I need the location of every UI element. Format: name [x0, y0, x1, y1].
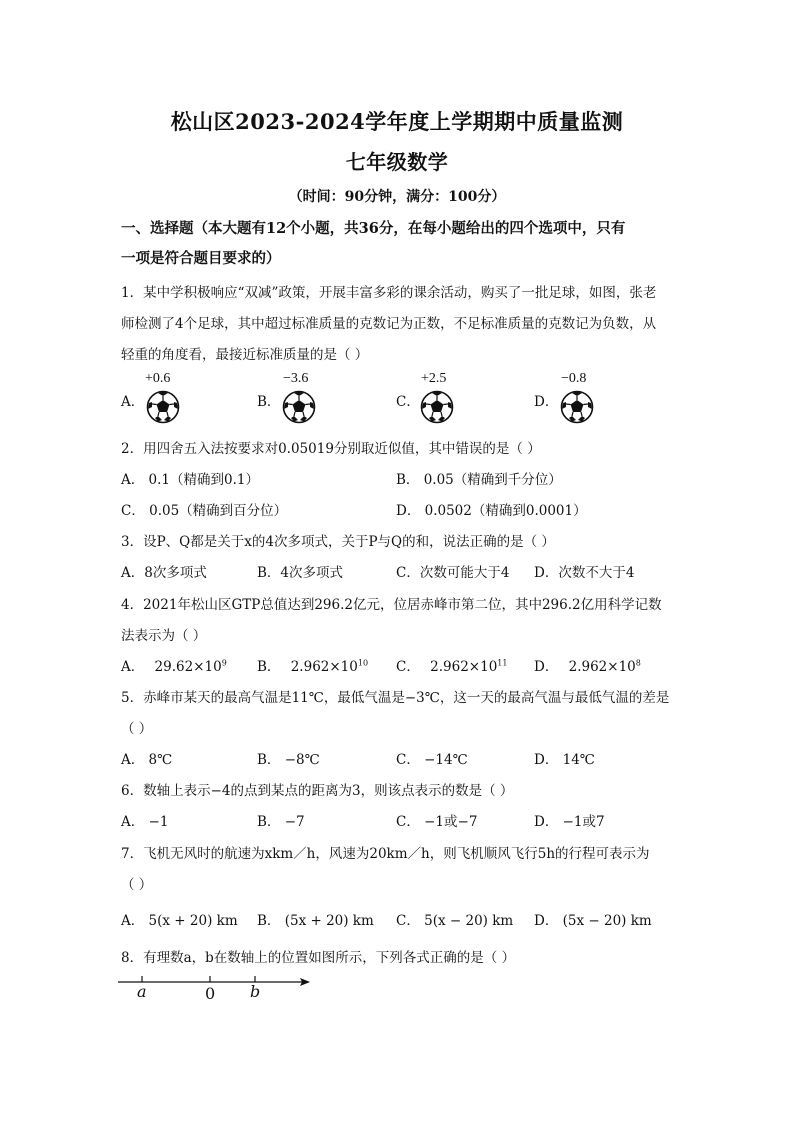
q8-line1: 8．有理数a，b在数轴上的位置如图所示，下列各式正确的是（ ）: [121, 950, 516, 966]
q6-option-d: D． −1或7: [534, 814, 605, 830]
q1-line2: 师检测了4个足球，其中超过标准质量的克数记为正数，不足标准质量的克数记为负数，从: [121, 316, 657, 332]
q6-option-a: A． −1: [121, 814, 169, 830]
q4-option-a-exp: 9: [221, 658, 227, 668]
soccer-ball-icon: [560, 390, 594, 424]
q1-option-b-value: −3.6: [283, 371, 309, 386]
q7-option-a: A． 5(x + 20) km: [121, 913, 238, 929]
q2-option-c: C． 0.05（精确到百分位）: [121, 503, 288, 519]
q4-option-c-exp: 11: [497, 658, 508, 668]
q1-option-a-letter: A．: [121, 394, 145, 410]
q4-option-d-letter: D．: [534, 659, 559, 675]
soccer-ball-icon: [146, 390, 180, 424]
q2-option-b: B． 0.05（精确到千分位）: [396, 472, 562, 488]
axis-label-zero: 0: [205, 984, 216, 1003]
q1-line3: 轻重的角度看，最接近标准质量的是（ ）: [121, 347, 369, 363]
q1-option-a-value: +0.6: [145, 371, 171, 386]
q3-option-b: B．4次多项式: [257, 565, 344, 581]
soccer-ball-icon: [420, 390, 454, 424]
q7-option-c: C． 5(x − 20) km: [396, 913, 514, 929]
q4-option-c-letter: C．: [396, 659, 420, 675]
q5-line1: 5．赤峰市某天的最高气温是11℃，最低气温是−3℃，这一天的最高气温与最低气温的差是: [121, 690, 670, 706]
q3-option-c: C．次数可能大于4: [396, 565, 510, 581]
q1-option-c-letter: C．: [396, 394, 420, 410]
q4-option-a-base: 29.62×10: [154, 659, 222, 675]
q3-line1: 3．设P、Q都是关于x的4次多项式，关于P与Q的和，说法正确的是（ ）: [121, 534, 555, 550]
exam-title: 松山区2023-2024学年度上学期期中质量监测: [170, 109, 624, 134]
q6-option-c: C． −1或−7: [396, 814, 478, 830]
q2-option-d: D． 0.0502（精确到0.0001）: [396, 503, 587, 519]
q2-option-a: A． 0.1（精确到0.1）: [121, 472, 259, 488]
q7-option-b: B． (5x + 20) km: [257, 913, 374, 929]
q1-option-b-letter: B．: [257, 394, 281, 410]
q6-line1: 6．数轴上表示−4的点到某点的距离为3，则该点表示的数是（ ）: [121, 783, 514, 799]
q6-option-b: B． −7: [257, 814, 305, 830]
q3-option-a: A．8次多项式: [121, 565, 207, 581]
q5-option-d: D． 14℃: [534, 752, 595, 768]
q1-option-d-letter: D．: [534, 394, 559, 410]
q4-option-c-base: 2.962×10: [430, 659, 498, 675]
axis-label-b: b: [250, 982, 261, 1001]
q4-option-a: [121, 655, 227, 675]
q4-line2: 法表示为（ ）: [121, 628, 207, 644]
axis-label-a: a: [137, 982, 147, 1001]
q4-option-a-letter: A．: [121, 659, 145, 675]
q4-option-c: [396, 655, 507, 675]
q7-line1: 7．飞机无风时的航速为xkm／h，风速为20km／h，则飞机顺风飞行5h的行程可表示为: [121, 846, 650, 862]
q5-line2: （ ）: [121, 721, 153, 737]
q4-line1: 4．2021年松山区GTP总值达到296.2亿元，位居赤峰市第二位，其中296.2亿用科学记数: [121, 597, 662, 613]
q5-option-b: B． −8℃: [257, 752, 320, 768]
exam-subtitle: 七年级数学: [345, 150, 449, 174]
q5-option-a: A． 8℃: [121, 752, 173, 768]
q4-option-b-base: 2.962×10: [290, 659, 358, 675]
q5-option-c: C． −14℃: [396, 752, 468, 768]
q1-line1: 1．某中学积极响应“双减”政策，开展丰富多彩的课余活动，购买了一批足球，如图，张老: [121, 285, 657, 301]
section-heading-line1: 一、选择题（本大题有12个小题，共36分，在每小题给出的四个选项中，只有: [121, 220, 626, 237]
q4-option-d-base: 2.962×10: [568, 659, 636, 675]
q7-line2: （ ）: [121, 877, 153, 893]
q7-option-d: D． (5x − 20) km: [534, 913, 652, 929]
soccer-ball-icon: [282, 390, 316, 424]
q4-option-d: [534, 655, 641, 675]
q4-option-b: [257, 655, 368, 675]
q4-option-b-exp: 10: [357, 658, 369, 668]
q1-option-d-value: −0.8: [561, 371, 587, 386]
q4-option-d-exp: 8: [635, 658, 641, 668]
section-heading-line2: 一项是符合题目要求的）: [121, 250, 281, 267]
exam-time-note: （时间：90分钟，满分：100分）: [288, 189, 506, 205]
q3-option-d: D．次数不大于4: [534, 565, 635, 581]
q1-option-c-value: +2.5: [421, 371, 447, 386]
q4-option-b-letter: B．: [257, 659, 281, 675]
q2-line1: 2．用四舍五入法按要求对0.05019分别取近似值，其中错误的是（ ）: [121, 441, 541, 457]
